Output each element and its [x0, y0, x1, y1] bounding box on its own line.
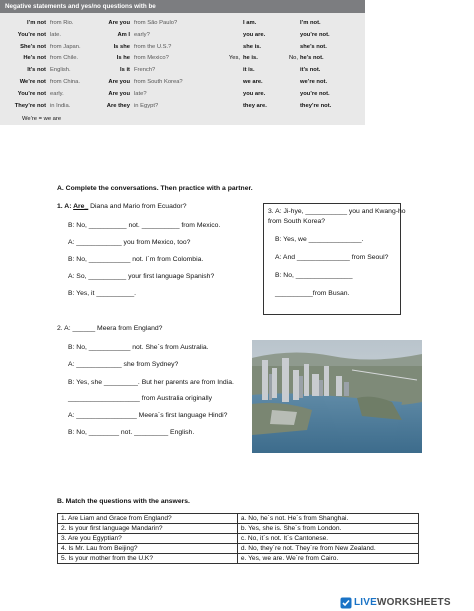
match-row [58, 534, 419, 544]
match-table [57, 513, 419, 564]
conv1-line3: A: ____________ you from Mexico, too? [68, 239, 191, 246]
match-row [58, 544, 419, 554]
grammar-neg-rest-cell: from Chile. [50, 55, 79, 62]
conv3-line1: 3. A: Ji-hye, ___________ you and Kwang-ho [268, 208, 406, 215]
grammar-neg-cell: You’re not [17, 31, 46, 38]
grammar-yes-pre-cell: Yes, [228, 55, 240, 62]
grammar-neg-rest-cell: in India. [50, 102, 71, 109]
conv3-line4: A: And ______________ from Seoul? [275, 254, 389, 261]
grammar-yes-cell: I am. [243, 20, 257, 26]
conv3-line2: from South Korea? [268, 218, 326, 225]
grammar-neg-rest-cell: from Japan. [50, 43, 81, 50]
grammar-yes-cell: it is. [243, 67, 255, 74]
answer-cell: e. Yes, we are. We´re from Cairo. [237, 554, 418, 564]
grammar-box-title: Negative statements and yes/no questions with be [0, 0, 365, 13]
grammar-q-rest-cell: French? [134, 67, 156, 74]
question-cell: 5. Is your mother from the U.K? [58, 554, 238, 564]
grammar-neg-rest-cell: English. [50, 67, 71, 74]
question-cell: 1. Are Liam and Grace from England? [58, 514, 238, 524]
grammar-no-cell: he’s not. [300, 55, 324, 62]
grammar-neg-rest-cell: early. [50, 90, 64, 97]
answer-cell: b. Yes, she is. She´s from London. [237, 524, 418, 534]
grammar-neg-cell: We’re not [19, 79, 46, 85]
grammar-q-verb-cell: Is it [120, 67, 130, 74]
section-b-title: B. Match the questions with the answers. [57, 498, 190, 505]
grammar-q-verb-cell: Is she [113, 43, 130, 50]
grammar-no-cell: she’s not. [300, 43, 327, 50]
grammar-neg-rest-cell: from Rio. [50, 20, 74, 26]
grammar-q-verb-cell: Are you [108, 90, 130, 97]
grammar-q-rest-cell: in Egypt? [134, 102, 159, 109]
conv1-line5: A: So, __________ your first language Spanish? [68, 273, 215, 280]
match-row [58, 554, 419, 564]
grammar-q-verb-cell: Are you [108, 20, 130, 26]
match-row [58, 524, 419, 534]
grammar-q-verb-cell: Is he [116, 55, 130, 62]
grammar-yes-cell: he is. [243, 55, 258, 62]
conv3-line6: __________from Busan. [275, 290, 350, 297]
conv3-line5: B: No, _______________ [275, 272, 353, 279]
grammar-q-rest-cell: early? [134, 31, 150, 38]
conv1-line6: B: Yes, it __________. [68, 290, 137, 297]
grammar-neg-rest-cell: late. [50, 31, 61, 38]
conv1-line1 [57, 202, 186, 211]
conv1-question: Diana and Mario from Ecuador? [88, 203, 187, 210]
grammar-no-cell: you’re not. [300, 90, 330, 97]
conv3-line3: B: Yes, we ______________. [275, 236, 364, 243]
grammar-q-rest-cell: from South Korea? [134, 79, 183, 85]
conv2-line1: 2. A: ______ Meera from England? [57, 325, 163, 332]
question-cell: 2. Is your first language Mandarin? [58, 524, 238, 534]
conv2-line3: A: ____________ she from Sydney? [68, 361, 179, 368]
brand-text [354, 597, 451, 608]
conv2-line7: B: No, ________ not. _________ English. [68, 429, 195, 436]
question-cell: 3. Are you Egyptian? [58, 534, 238, 544]
grammar-yes-cell: she is. [243, 43, 262, 50]
city-harbor-photo [252, 340, 422, 453]
brand-live: LIVE [354, 597, 378, 608]
liveworksheets-logo [340, 596, 472, 610]
grammar-note: We’re = we are [22, 116, 62, 122]
grammar-neg-cell: She’s not [20, 43, 46, 50]
liveworksheets-icon [340, 597, 352, 609]
grammar-q-verb-cell: Am I [117, 31, 130, 38]
grammar-q-rest-cell: from Mexico? [134, 55, 169, 62]
grammar-q-rest-cell: from the U.S.? [134, 43, 172, 50]
match-row [58, 514, 419, 524]
grammar-neg-cell: They’re not [14, 102, 46, 109]
question-cell: 4. Is Mr. Lau from Beijing? [58, 544, 238, 554]
conv1-answer: Are_ [73, 203, 89, 210]
grammar-yes-cell: they are. [243, 102, 267, 109]
grammar-no-cell: I’m not. [300, 20, 321, 26]
grammar-box [0, 0, 365, 125]
grammar-q-verb-cell: Are they [106, 102, 130, 109]
conv1-line2: B: No, __________ not. __________ from Mexico. [68, 222, 221, 229]
brand-worksheets: WORKSHEETS [377, 597, 451, 608]
conv2-line6: A: ________________ Meera´s first language Hindi? [68, 412, 228, 419]
conv1-line4: B: No, ___________ not. I´m from Colombia. [68, 256, 204, 263]
grammar-neg-cell: It’s not [27, 67, 46, 74]
grammar-neg-cell: You’re not [17, 90, 46, 97]
grammar-neg-rest-cell: from China. [50, 79, 80, 85]
grammar-no-cell: they’re not. [300, 102, 332, 109]
answer-cell: a. No, he´s not. He´s from Shanghai. [237, 514, 418, 524]
grammar-no-pre-cell: No, [288, 55, 298, 62]
conv2-line4: B: Yes, she _________. But her parents are from India. [68, 379, 234, 386]
grammar-no-cell: we’re not. [300, 79, 328, 85]
conv2-line2: B: No, ___________ not. She´s from Australia. [68, 344, 209, 351]
grammar-neg-cell: I’m not [27, 20, 46, 26]
grammar-no-cell: you’re not. [300, 31, 330, 38]
grammar-yes-cell: we are. [243, 79, 263, 85]
answer-cell: d. No, they´re not. They´re from New Zealand. [237, 544, 418, 554]
section-a-title: A. Complete the conversations. Then practice with a partner. [57, 185, 253, 192]
grammar-q-rest-cell: late? [134, 90, 147, 97]
conv2-line5: ___________________ from Australia originally [68, 395, 212, 402]
conv1-label: 1. A: [57, 203, 74, 210]
grammar-yes-cell: you are. [243, 90, 266, 97]
grammar-yes-cell: you are. [243, 31, 266, 38]
grammar-q-rest-cell: from São Paulo? [134, 20, 178, 26]
answer-cell: c. No, it´s not. It´s Cantonese. [237, 534, 418, 544]
grammar-q-verb-cell: Are you [108, 79, 130, 85]
grammar-neg-cell: He’s not [23, 55, 46, 62]
grammar-no-cell: it’s not. [300, 67, 321, 74]
